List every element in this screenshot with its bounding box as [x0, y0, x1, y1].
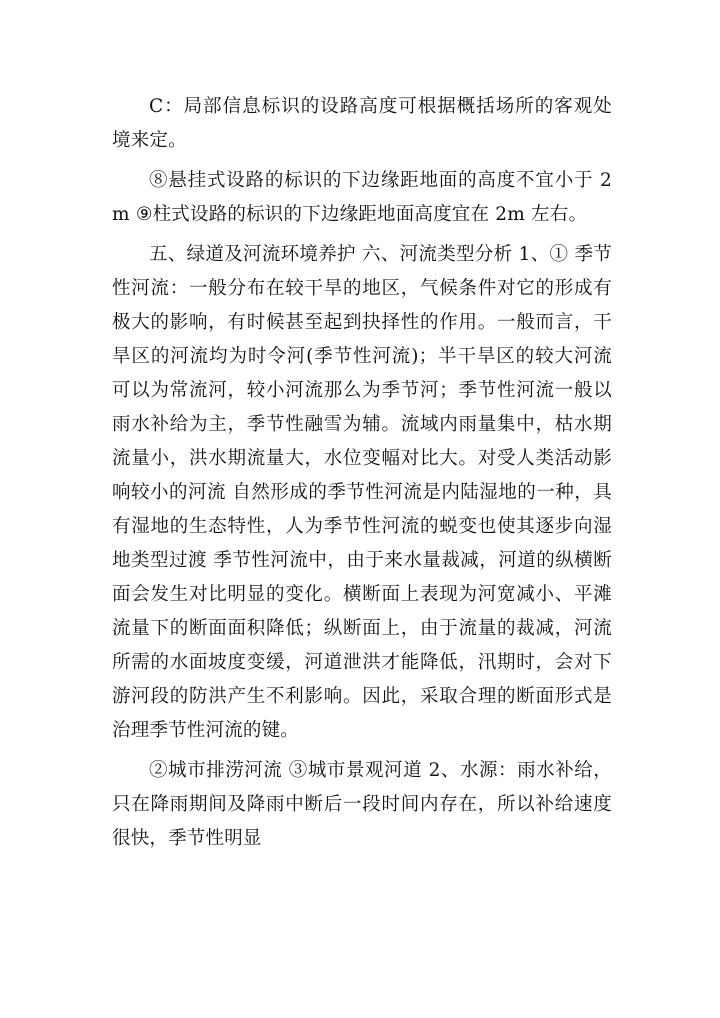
- paragraph-urban-rivers: ②城市排涝河流 ③城市景观河道 2、水源：雨水补给，只在降雨期间及降雨中断后一段时间内存在，所以补给速度很快，季节性明显: [112, 760, 612, 849]
- document-body: [112, 90, 612, 862]
- paragraph-signage-height: C：局部信息标识的设路高度可根据概括场所的客观处境来定。: [112, 96, 612, 151]
- paragraph-sign-mounting: ⑧悬挂式设路的标识的下边缘距地面的高度不宜小于 2m ⑨柱式设路的标识的下边缘距地面高度宜在 2m 左右。: [112, 170, 612, 225]
- paragraph-seasonal-rivers: 五、绿道及河流环境养护 六、河流类型分析 1、① 季节性河流：一般分布在较干旱的地区，气候条件对它的形成有极大的影响，有时候甚至起到抉择性的作用。一般而言，干旱区的河流均为时令河(季节性河流)；半干旱区的较大河流可以为常流河，较小河流那么为季节河；季节性河流一般以雨水补给为主，季节性融雪为辅。流域内雨量集中，枯水期流量小，洪水期流量大，水位变幅对比大。对受人类活动影响较小的河流 自然形成的季节性河流是内陆湿地的一种，具有湿地的生态特性，人为季节性河流的蜕变也使其逐步向湿地类型过渡 季节性河流中，由于来水量裁减，河道的纵横断面会发生对比明显的变化。横断面上表现为河宽减小、平滩流量下的断面面积降低；纵断面上，由于流量的裁减，河流所需的水面坡度变缓，河道泄洪才能降低，汛期时，会对下游河段的防洪产生不利影响。因此，采取合理的断面形式是治理季节性河流的键。: [112, 244, 612, 741]
